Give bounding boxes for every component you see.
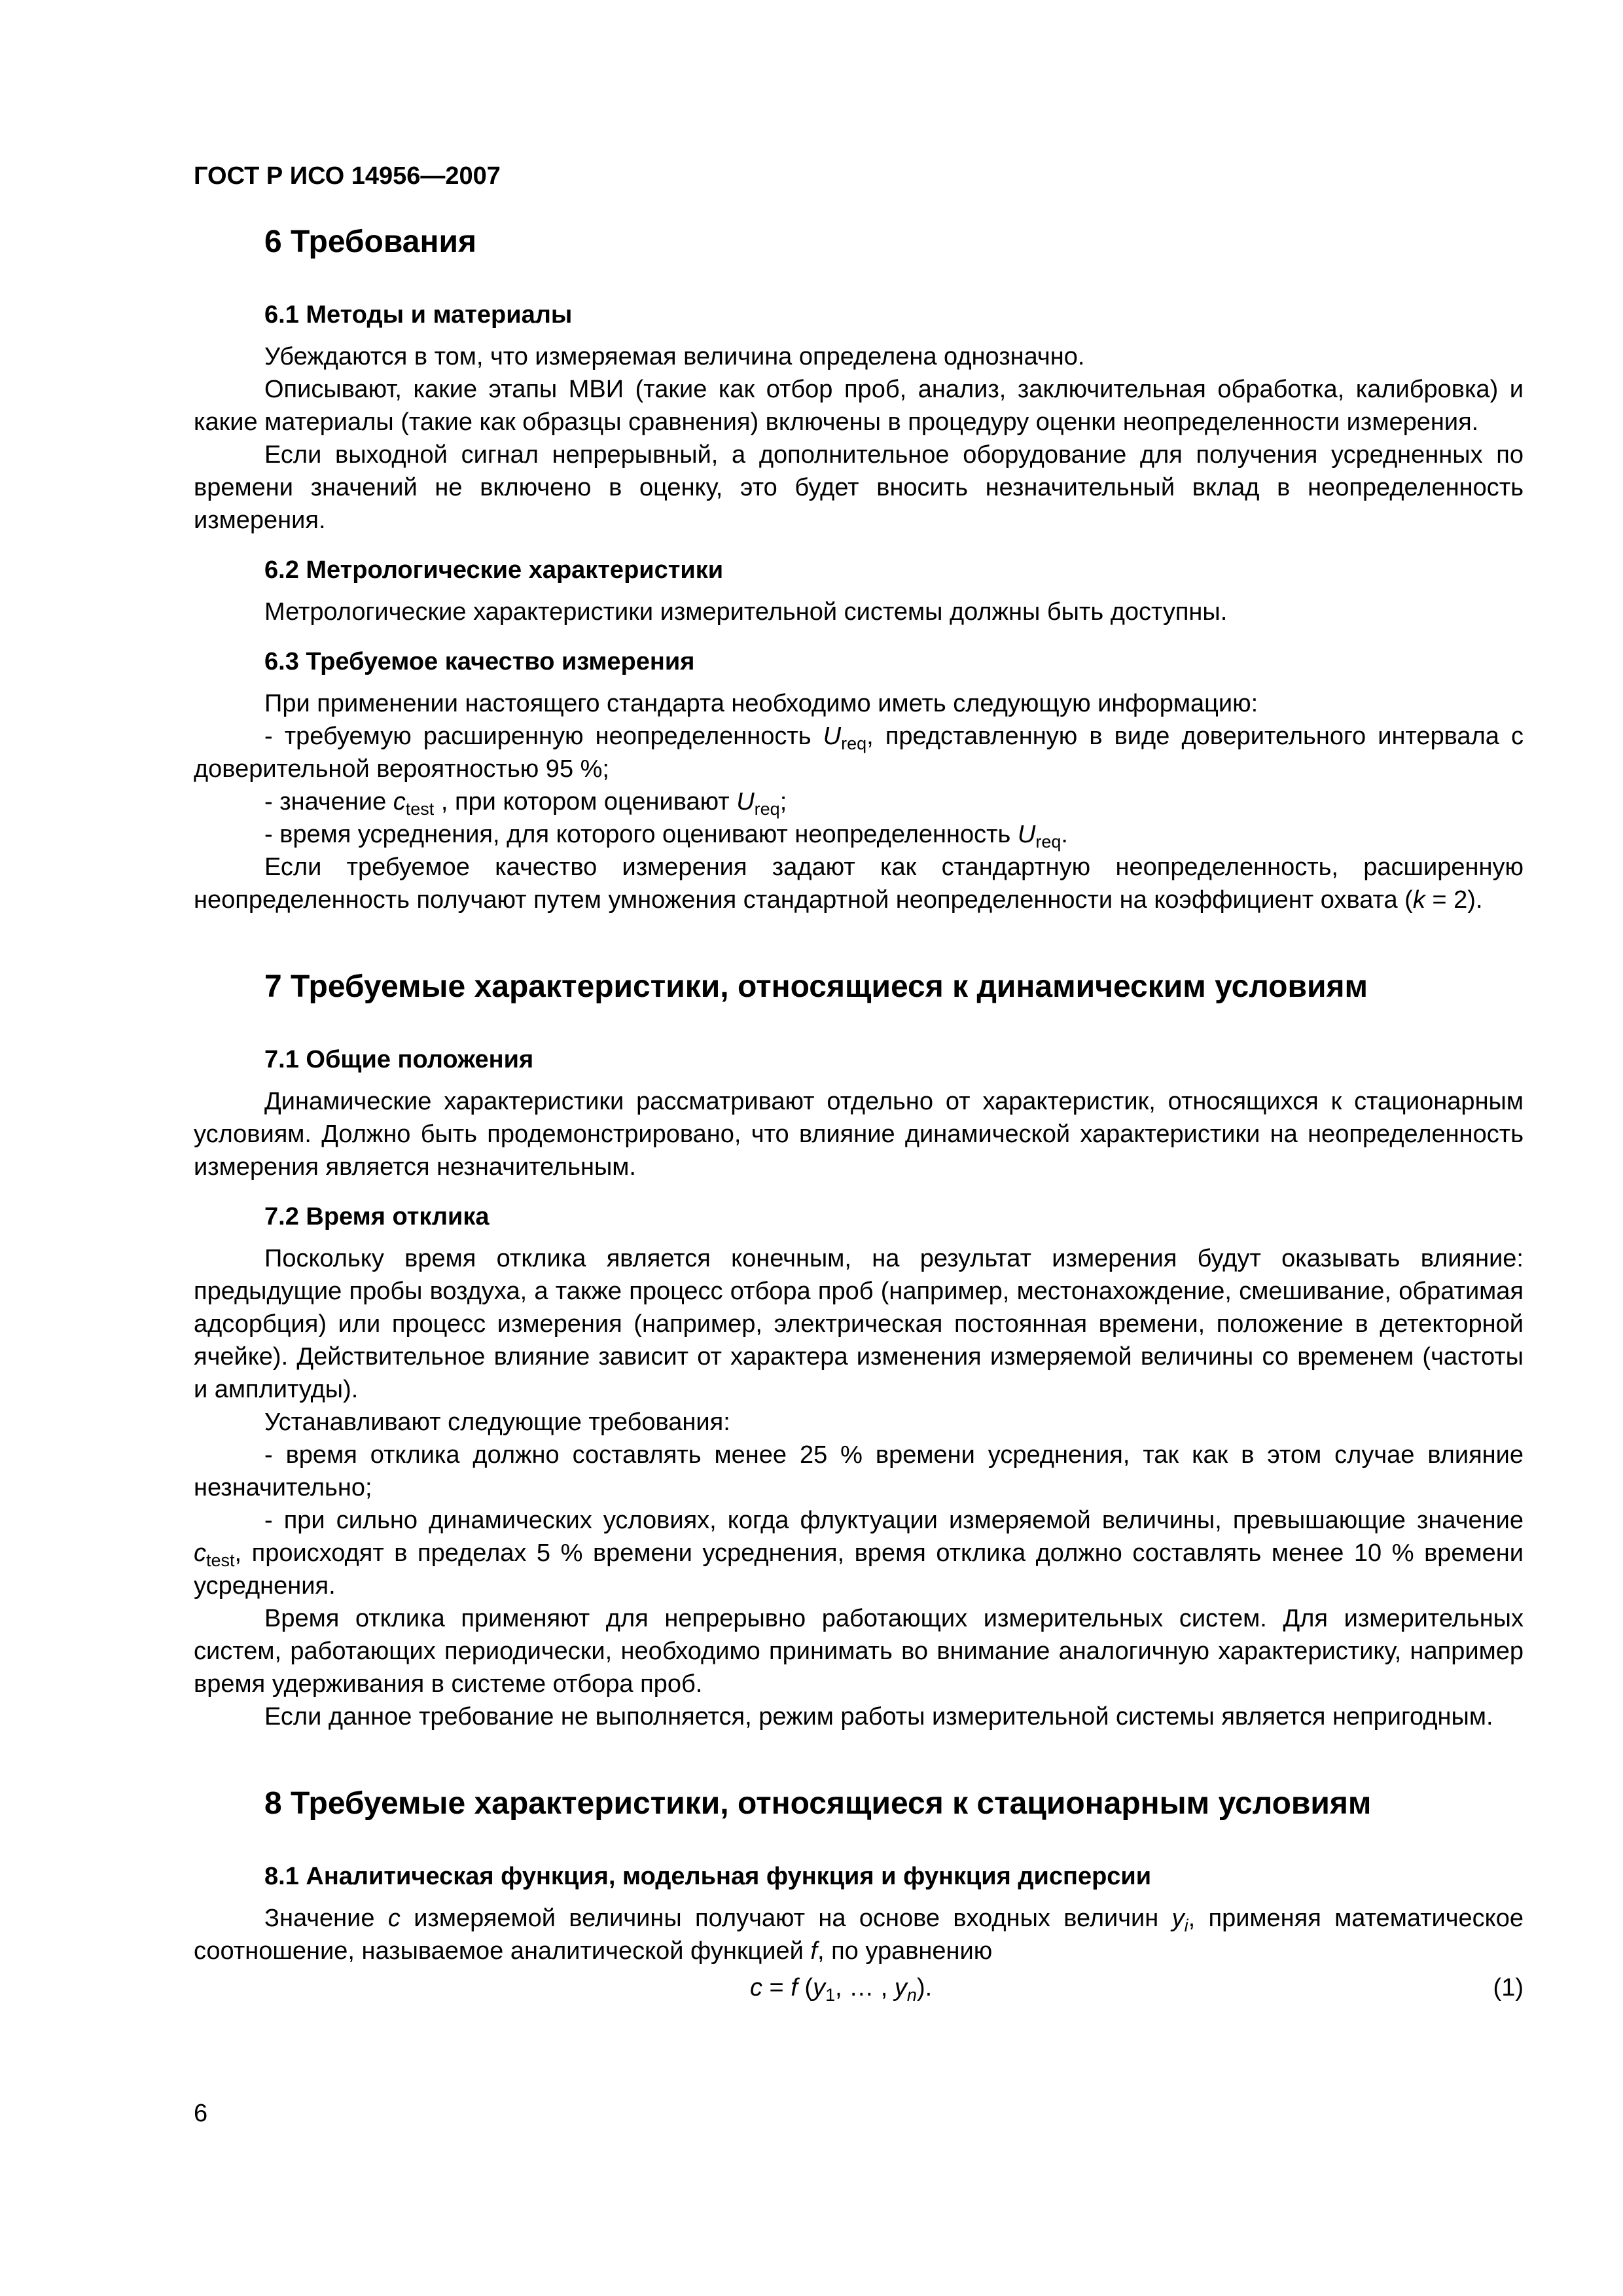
paragraph: Динамические характеристики рассматривают отдельно от характеристик, относящихся к стационарным условиям. Должно быть продемонстрировано, что влияние динамической характеристики на неопределенность измерения является незначительным. [194, 1088, 1524, 1181]
paragraph: Метрологические характеристики измерительной системы должны быть доступны. [264, 598, 1228, 626]
paragraph: Устанавливают следующие требования: [264, 1408, 730, 1436]
list-item: - время отклика должно составлять менее 25 % времени усреднения, так как в этом случае влияние незначительно; [194, 1441, 1524, 1501]
list-item: - время усреднения, для которого оценивают неопределенность $U_{req}$. [264, 821, 1068, 852]
list-item: - при сильно динамических условиях, когда флуктуации измеряемой величины, превышающие значение $c_{test}$, происходят в пределах 5 % времени усреднения, время отклика должно составлять менее 10 % времени усреднения. [194, 1507, 1524, 1600]
paragraph: Описывают, какие этапы МВИ (такие как отбор проб, анализ, заключительная обработка, калибровка) и какие материалы (такие как образцы сравнения) включены в процедуру оценки неопределенности измерения. [194, 376, 1524, 436]
subsection-7-2-title: 7.2 Время отклика [264, 1203, 490, 1230]
equation-row [194, 1971, 1524, 2011]
paragraph: Если выходной сигнал непрерывный, а дополнительное оборудование для получения усредненных по времени значений не включено в оценку, это будет вносить незначительный вклад в неопределенность измерения. [194, 441, 1524, 534]
section-8-title: 8 Требуемые характеристики, относящиеся к стационарным условиям [264, 1786, 1372, 1821]
page-number: 6 [194, 2100, 208, 2127]
equation: c = f ($y_1$, … , $y_n$). [750, 1974, 933, 2005]
paragraph: Если данное требование не выполняется, режим работы измерительной системы является непригодным. [264, 1703, 1493, 1731]
subsection-6-1-title: 6.1 Методы и материалы [264, 301, 573, 329]
subsection-6-3-title: 6.3 Требуемое качество измерения [264, 648, 695, 675]
section-6-title: 6 Требования [264, 224, 476, 259]
paragraph: Убеждаются в том, что измеряемая величина определена однозначно. [264, 343, 1085, 370]
subsection-7-1-title: 7.1 Общие положения [264, 1046, 534, 1073]
list-item: - значение $c_{test}$ , при котором оценивают $U_{req}$; [264, 788, 787, 819]
subsection-6-2-title: 6.2 Метрологические характеристики [264, 556, 724, 584]
paragraph: При применении настоящего стандарта необходимо иметь следующую информацию: [264, 690, 1258, 717]
equation-number: (1) [1493, 1974, 1524, 2001]
subsection-8-1-title: 8.1 Аналитическая функция, модельная функция и функция дисперсии [264, 1863, 1152, 1890]
page-content [194, 223, 1524, 2011]
section-7-title: 7 Требуемые характеристики, относящиеся к динамическим условиям [264, 969, 1368, 1004]
document-header: ГОСТ Р ИСО 14956—2007 [194, 162, 501, 190]
list-item: - требуемую расширенную неопределенность $U_{req}$, представленную в виде доверительного интервала с доверительной вероятностью 95 %; [194, 723, 1524, 783]
paragraph: Если требуемое качество измерения задают как стандартную неопределенность, расширенную неопределенность получают путем умножения стандартной неопределенности на коэффициент охвата (k = 2). [194, 853, 1524, 914]
paragraph: Поскольку время отклика является конечным, на результат измерения будут оказывать влияние: предыдущие пробы воздуха, а также процесс отбора проб (например, местонахождение, смешивание, обратимая адсорбция) или процесс измерения (например, электрическая постоянная времени, положение в детекторной ячейке). Действительное влияние зависит от характера изменения измеряемой величины со временем (частоты и амплитуды). [194, 1245, 1524, 1403]
paragraph: Значение c измеряемой величины получают на основе входных величин $y_i$, применяя математическое соотношение, называемое аналитической функцией f, по уравнению [194, 1905, 1524, 1965]
paragraph: Время отклика применяют для непрерывно работающих измерительных систем. Для измерительных систем, работающих периодически, необходимо принимать во внимание аналогичную характеристику, например время удерживания в системе отбора проб. [194, 1605, 1524, 1698]
